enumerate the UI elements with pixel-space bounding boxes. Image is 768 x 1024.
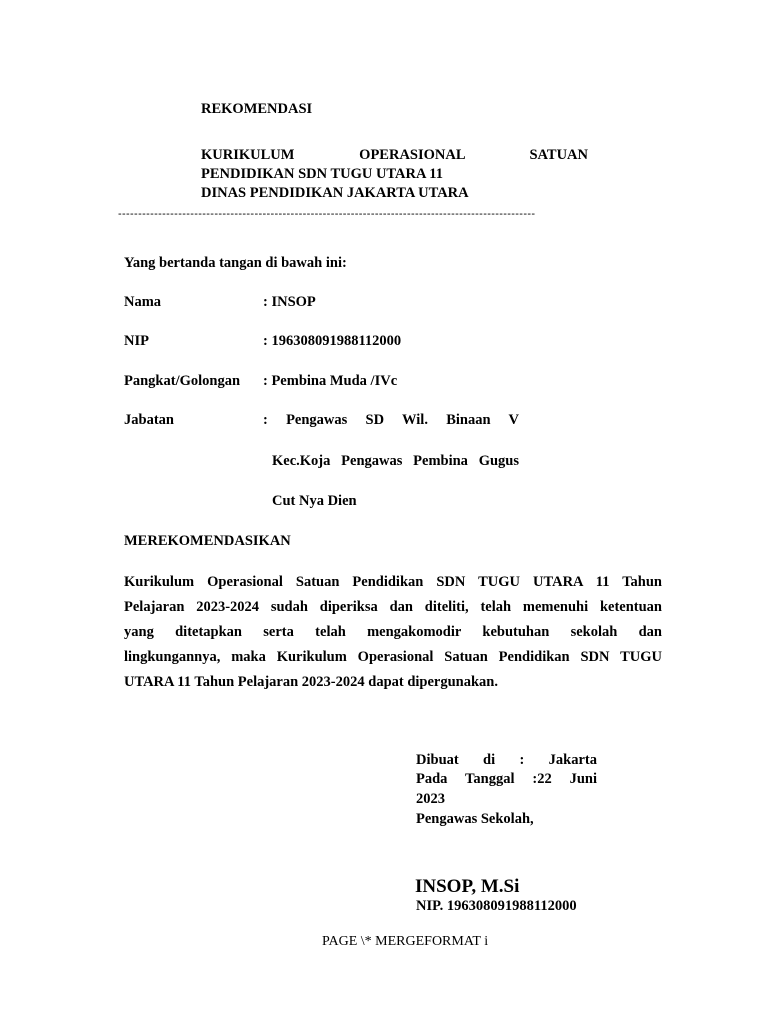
body-line: Pelajaran 2023-2024 sudah diperiksa dan diteliti, telah memenuhi ketentuan	[124, 599, 662, 615]
body-line: yang ditetapkan serta telah mengakomodir kebutuhan sekolah dan	[124, 624, 662, 640]
signatory-nip: NIP. 196308091988112000	[416, 898, 577, 914]
intro-text: Yang bertanda tangan di bawah ini:	[124, 255, 347, 271]
signature-date: Pada Tanggal :22 Juni	[416, 771, 597, 787]
nip-label: NIP	[124, 333, 149, 349]
jabatan-value-line-1: : Pengawas SD Wil. Binaan V	[263, 412, 519, 428]
body-line: lingkungannya, maka Kurikulum Operasional Satuan Pendidikan SDN TUGU	[124, 649, 662, 665]
document-title: REKOMENDASI	[201, 101, 313, 117]
header-line-1: KURIKULUM OPERASIONAL SATUAN	[201, 147, 588, 163]
nip-value: : 196308091988112000	[263, 333, 402, 349]
header-line-3: DINAS PENDIDIKAN JAKARTA UTARA	[201, 185, 469, 201]
signatory-name: INSOP, M.Si	[415, 876, 520, 897]
nama-label: Nama	[124, 294, 162, 310]
header-line-2: PENDIDIKAN SDN TUGU UTARA 11	[201, 166, 443, 182]
jabatan-label: Jabatan	[124, 412, 174, 428]
nama-value: : INSOP	[263, 294, 316, 310]
signature-place: Dibuat di : Jakarta	[416, 752, 597, 768]
signature-year: 2023	[416, 791, 445, 807]
page-footer-field: PAGE \* MERGEFORMAT i	[322, 934, 489, 949]
body-line: UTARA 11 Tahun Pelajaran 2023-2024 dapat dipergunakan.	[124, 674, 498, 690]
signature-role: Pengawas Sekolah,	[416, 811, 534, 827]
recommend-heading: MEREKOMENDASIKAN	[124, 533, 291, 549]
body-line: Kurikulum Operasional Satuan Pendidikan SDN TUGU UTARA 11 Tahun	[124, 574, 662, 590]
pangkat-label: Pangkat/Golongan	[124, 373, 241, 389]
jabatan-value-line-2: Kec.Koja Pengawas Pembina Gugus	[272, 453, 519, 469]
recommendation-body	[124, 570, 662, 695]
header-divider: --------------------------------------------------------------------------------------------------------	[118, 208, 536, 220]
pangkat-value: : Pembina Muda /IVc	[263, 373, 398, 389]
jabatan-value-line-3: Cut Nya Dien	[272, 493, 357, 509]
